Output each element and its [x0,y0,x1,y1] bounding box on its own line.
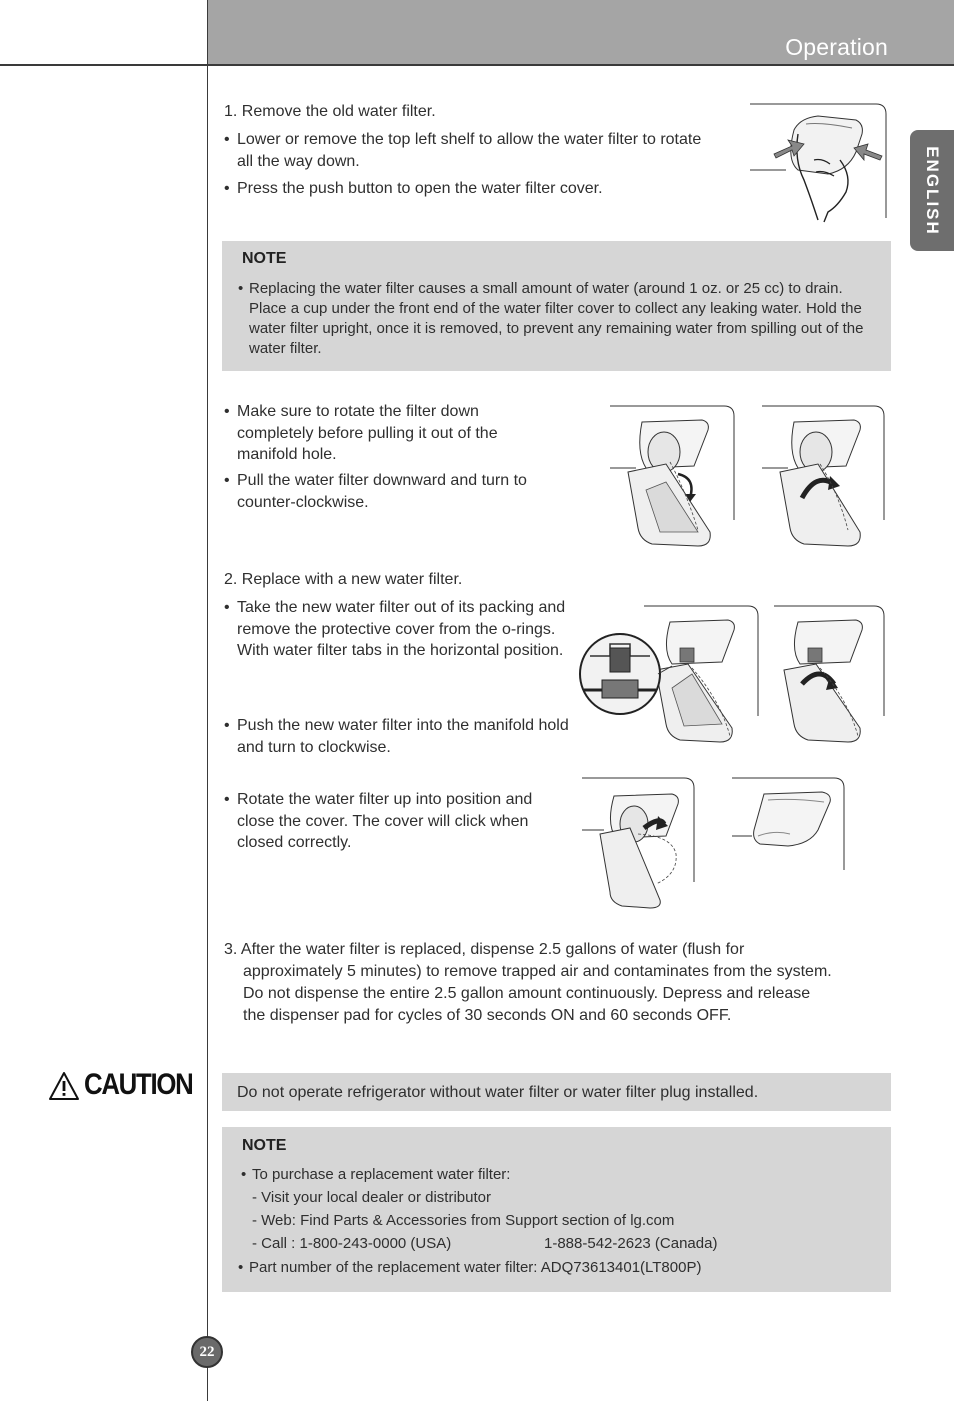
note-text: • Part number of the replacement water filter: ADQ73613401(LT800P) [238,1258,701,1278]
cover-closed-illustration [730,774,850,872]
caution-heading: CAUTION [84,1068,193,1101]
page-number-label: 22 [199,1344,215,1360]
caution-label [48,1068,193,1108]
language-tab-label: ENGLISH [923,145,942,236]
note-text: - Call : 1-800-243-0000 (USA) [252,1235,452,1252]
step1b-bullet: • Make sure to rotate the filter down completely before pulling it out of the manifold hole. [223,401,533,466]
step3-line: Do not dispense the entire 2.5 gallon amount continuously. Depress and release [243,985,811,1002]
note-text: - Visit your local dealer or distributor [252,1189,491,1206]
pull-filter-illustration [760,402,886,550]
note-text: • To purchase a replacement water filter: [241,1165,510,1185]
caution-box [222,1073,891,1111]
step1-bullet: • Press the push button to open the water filter cover. [223,178,708,200]
step2-bullet: • Rotate the water filter up into position and close the cover. The cover will click when closed correctly. [223,789,563,854]
note-text: - Web: Find Parts & Accessories from Support section of lg.com [252,1212,675,1229]
step1-bullet: • Lower or remove the top left shelf to allow the water filter to rotate all the way down. [223,129,708,172]
note-box [222,241,891,371]
note-box [222,1127,891,1292]
margin-divider [207,0,208,1401]
note-text: • Replacing the water filter causes a small amount of water (around 1 oz. or 25 cc) to drain. Place a cup under the front end of the water filter cover to collect any leaking water. Hold the water filter upright, once it is removed, to prevent any remaining water from spilling out of the water filter. [238,279,874,359]
rotate-filter-down-illustration [606,402,738,550]
section-title: Operation [785,34,888,60]
rotate-filter-up-illustration [580,774,696,910]
header-bar [208,0,954,64]
note-text: 1-888-542-2623 (Canada) [544,1235,718,1252]
step1-title: 1. Remove the old water filter. [224,103,436,120]
header-divider [0,64,954,66]
language-tab[interactable] [910,130,954,251]
note-title: NOTE [242,250,287,267]
step2-bullet: • Take the new water filter out of its packing and remove the protective cover from the o-rings. With water filter tabs in the horizontal position. [223,597,575,662]
caution-text: Do not operate refrigerator without water filter or water filter plug installed. [237,1084,759,1101]
step3-line: approximately 5 minutes) to remove trapped air and contaminates from the system. [243,963,832,980]
press-button-illustration [748,100,890,224]
step2-title: 2. Replace with a new water filter. [224,571,463,588]
page-number [191,1336,223,1368]
note-title: NOTE [242,1137,287,1154]
step2-bullet: • Push the new water filter into the manifold hold and turn to clockwise. [223,715,575,758]
step3-line: the dispenser pad for cycles of 30 seconds ON and 60 seconds OFF. [243,1007,732,1024]
step1b-bullet: • Pull the water filter downward and turn to counter-clockwise. [223,470,563,513]
insert-filter-illustration [580,604,886,744]
step3-line: 3. After the water filter is replaced, dispense 2.5 gallons of water (flush for [224,941,745,958]
warning-icon [48,1071,80,1101]
